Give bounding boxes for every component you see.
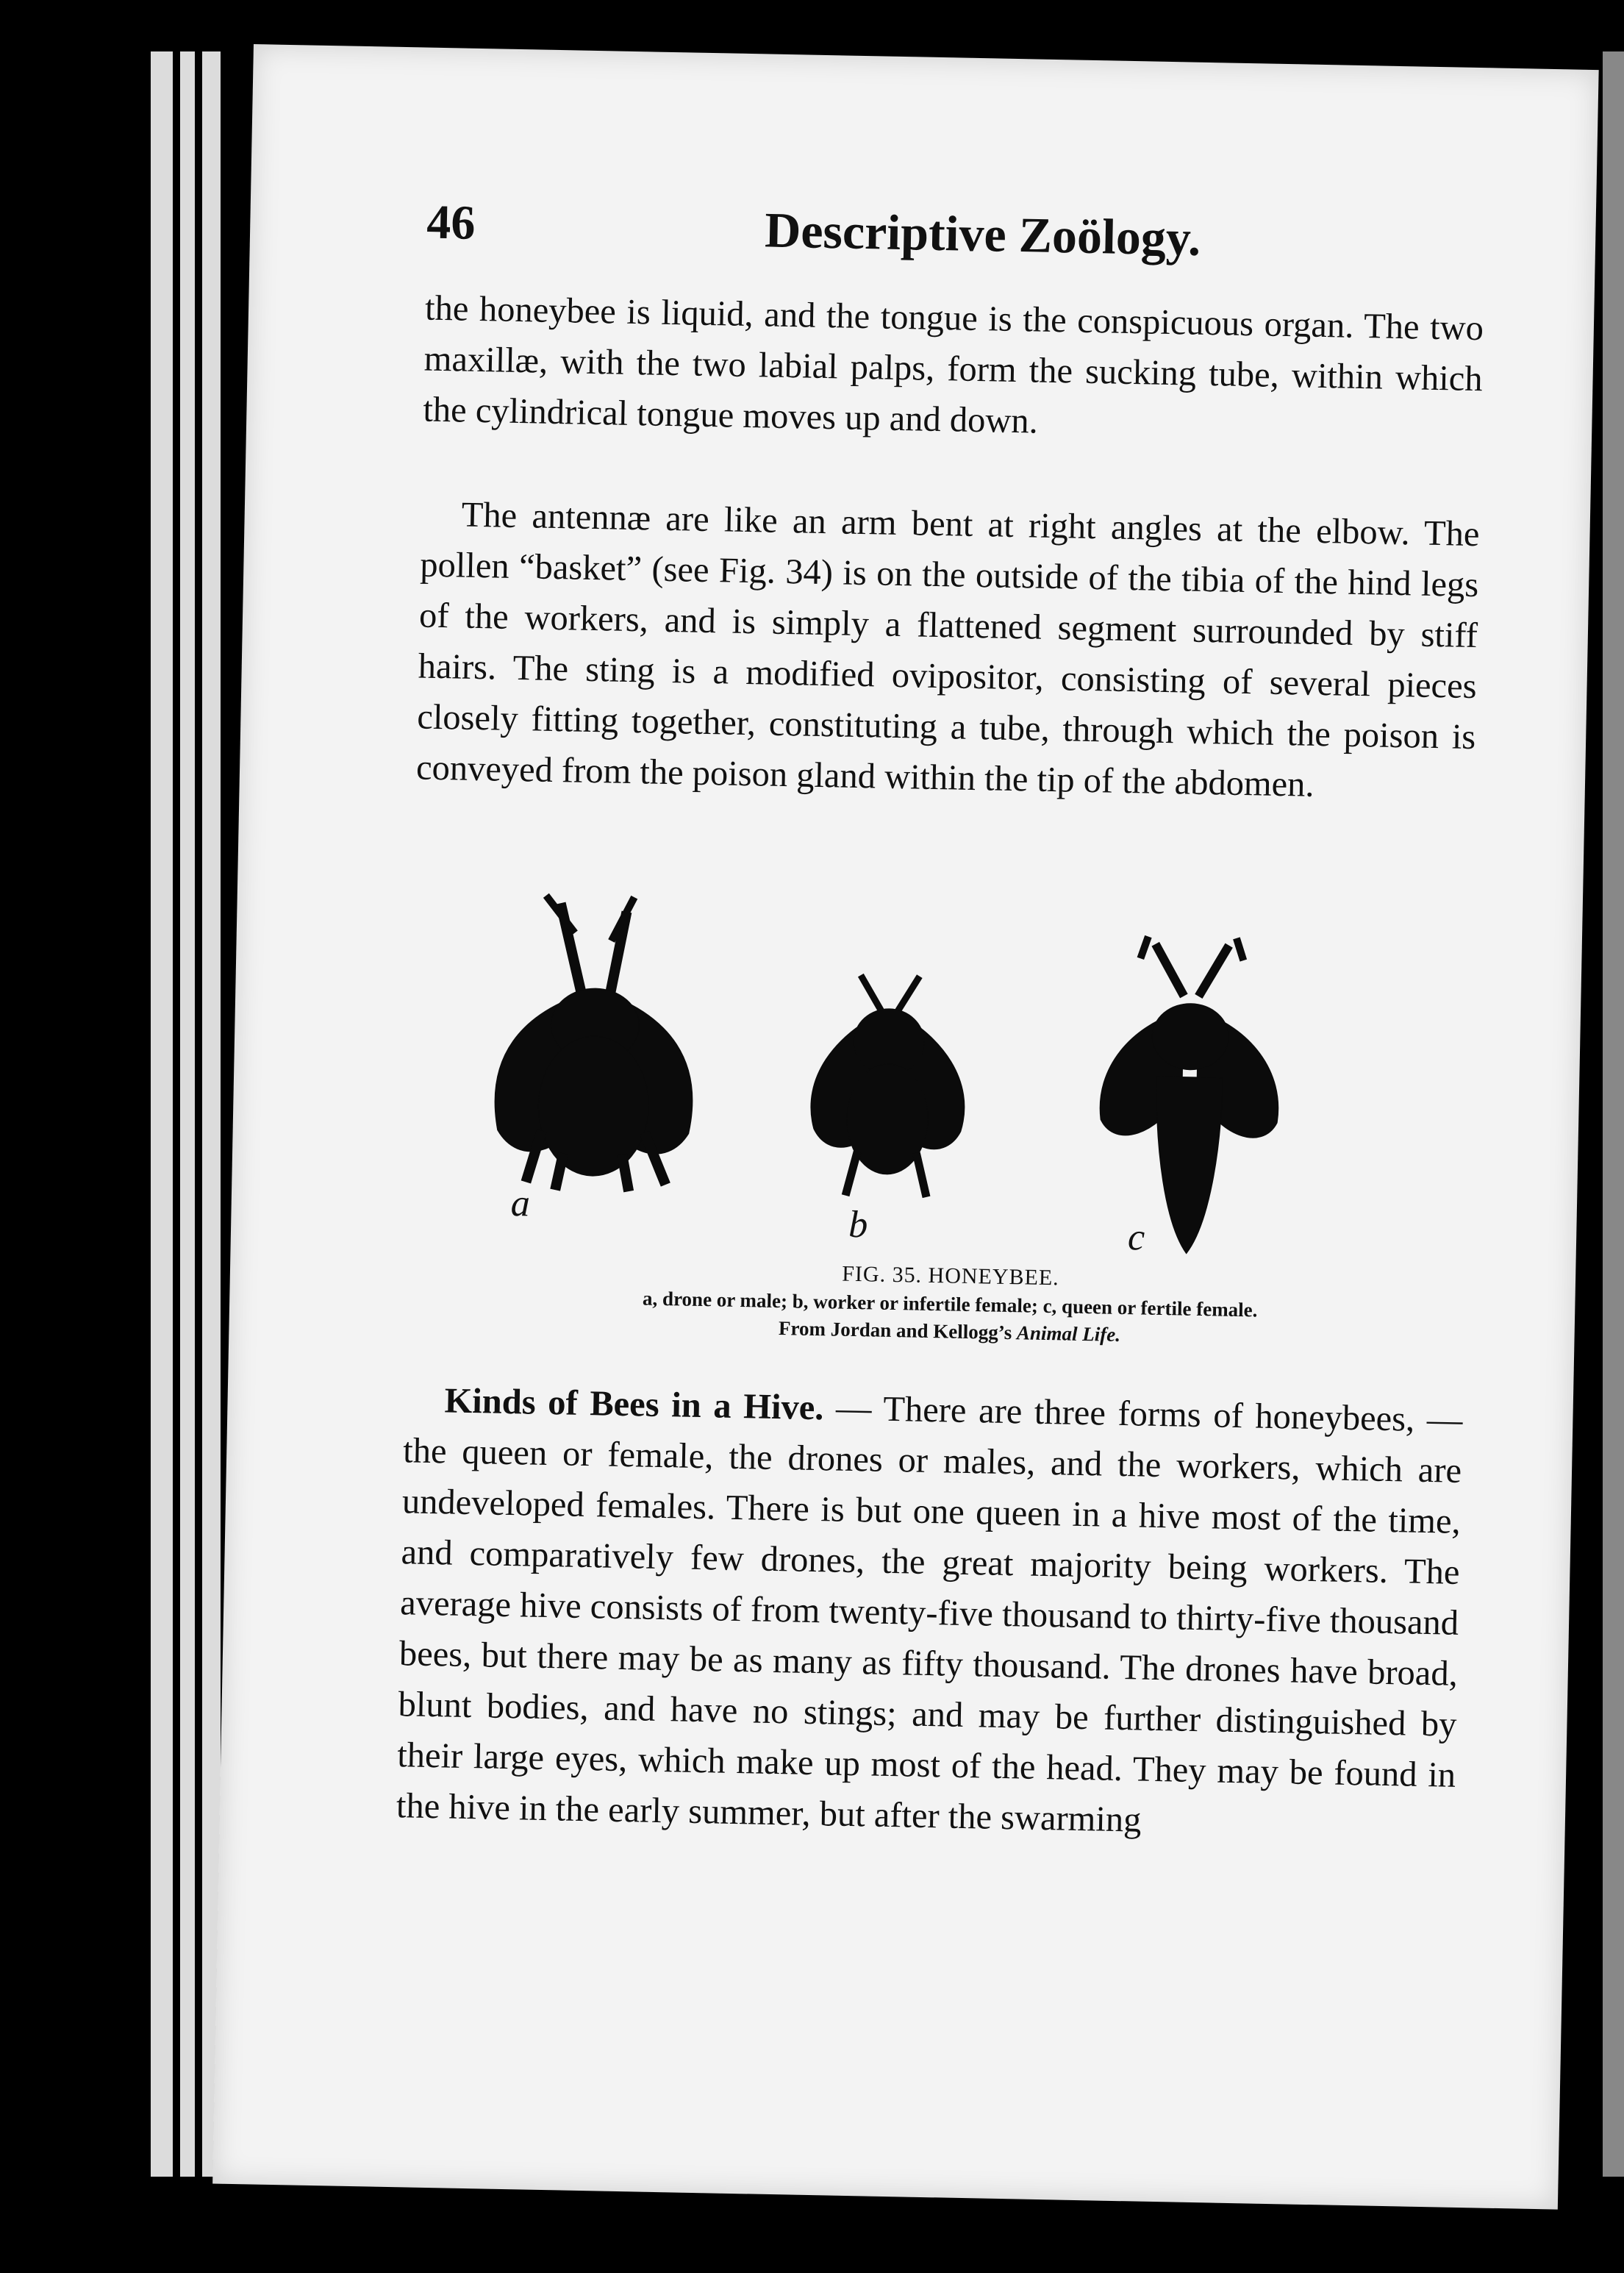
figure-source-text: From Jordan and Kellogg’s	[778, 1317, 1017, 1344]
figure-honeybees	[472, 887, 1377, 1316]
worker-bee-illustration	[809, 974, 967, 1198]
figure-letter-c: c	[1127, 1216, 1145, 1259]
paragraph	[396, 1374, 1463, 1852]
book-page	[212, 44, 1599, 2210]
page-edge	[180, 51, 195, 2177]
queen-bee-illustration	[1097, 935, 1281, 1255]
paragraph: the honeybee is liquid, and the tongue is the conspicuous organ. The two maxillæ, with the two labial palps, form the sucking tube, within which the cylindrical tongue moves up and down.	[422, 288, 1484, 441]
section-run-in-heading: Kinds of Bees in a Hive.	[444, 1381, 824, 1428]
figure-letter-b: b	[848, 1203, 868, 1246]
page-edge	[151, 51, 173, 2177]
page-edge-right	[1603, 51, 1624, 2177]
paragraph: The antennæ are like an arm bent at right angles at the elbow. The pollen “basket” (see Fig. 34) is on the outside of the tibia of the hind legs of the workers, and is simply a flattened segment surrounded by stiff hairs. The sting is a modified ovipositor, consisting of several pieces closely fitting together, constituting a tube, through which the poison is conveyed from the poison gland within the tip of the abdomen.	[415, 495, 1481, 804]
figure-legend: a, drone or male; b, worker or infertile female; c, queen or fertile female.	[642, 1287, 1258, 1321]
bee-illustrations	[473, 887, 1376, 1271]
page-header	[426, 195, 1441, 280]
paragraph-text: — There are three forms of honeybees, — the queen or female, the drones or males, and the workers, which are undeveloped females. There is but one queen in a hive most of the time, and comparatively few drones, the great majority being workers. The average hive consists of from twenty-five thousand to thirty-five thousand bees, but there may be as many as fifty thousand. The drones have broad, blunt bodies, and have no stings; and may be further distinguished by their large eyes, which make up most of the head. They may be found in the hive in the early summer, but after the swarming	[396, 1388, 1463, 1840]
page-edge	[202, 51, 221, 2177]
figure-letter-a: a	[510, 1182, 531, 1225]
figure-caption: FIG. 35. HONEYBEE.	[841, 1261, 1060, 1291]
figure-source-title: Animal Life.	[1016, 1321, 1121, 1346]
running-title: Descriptive Zoölogy.	[764, 201, 1201, 266]
drone-bee-illustration	[493, 895, 696, 1193]
page-number: 46	[426, 195, 476, 250]
